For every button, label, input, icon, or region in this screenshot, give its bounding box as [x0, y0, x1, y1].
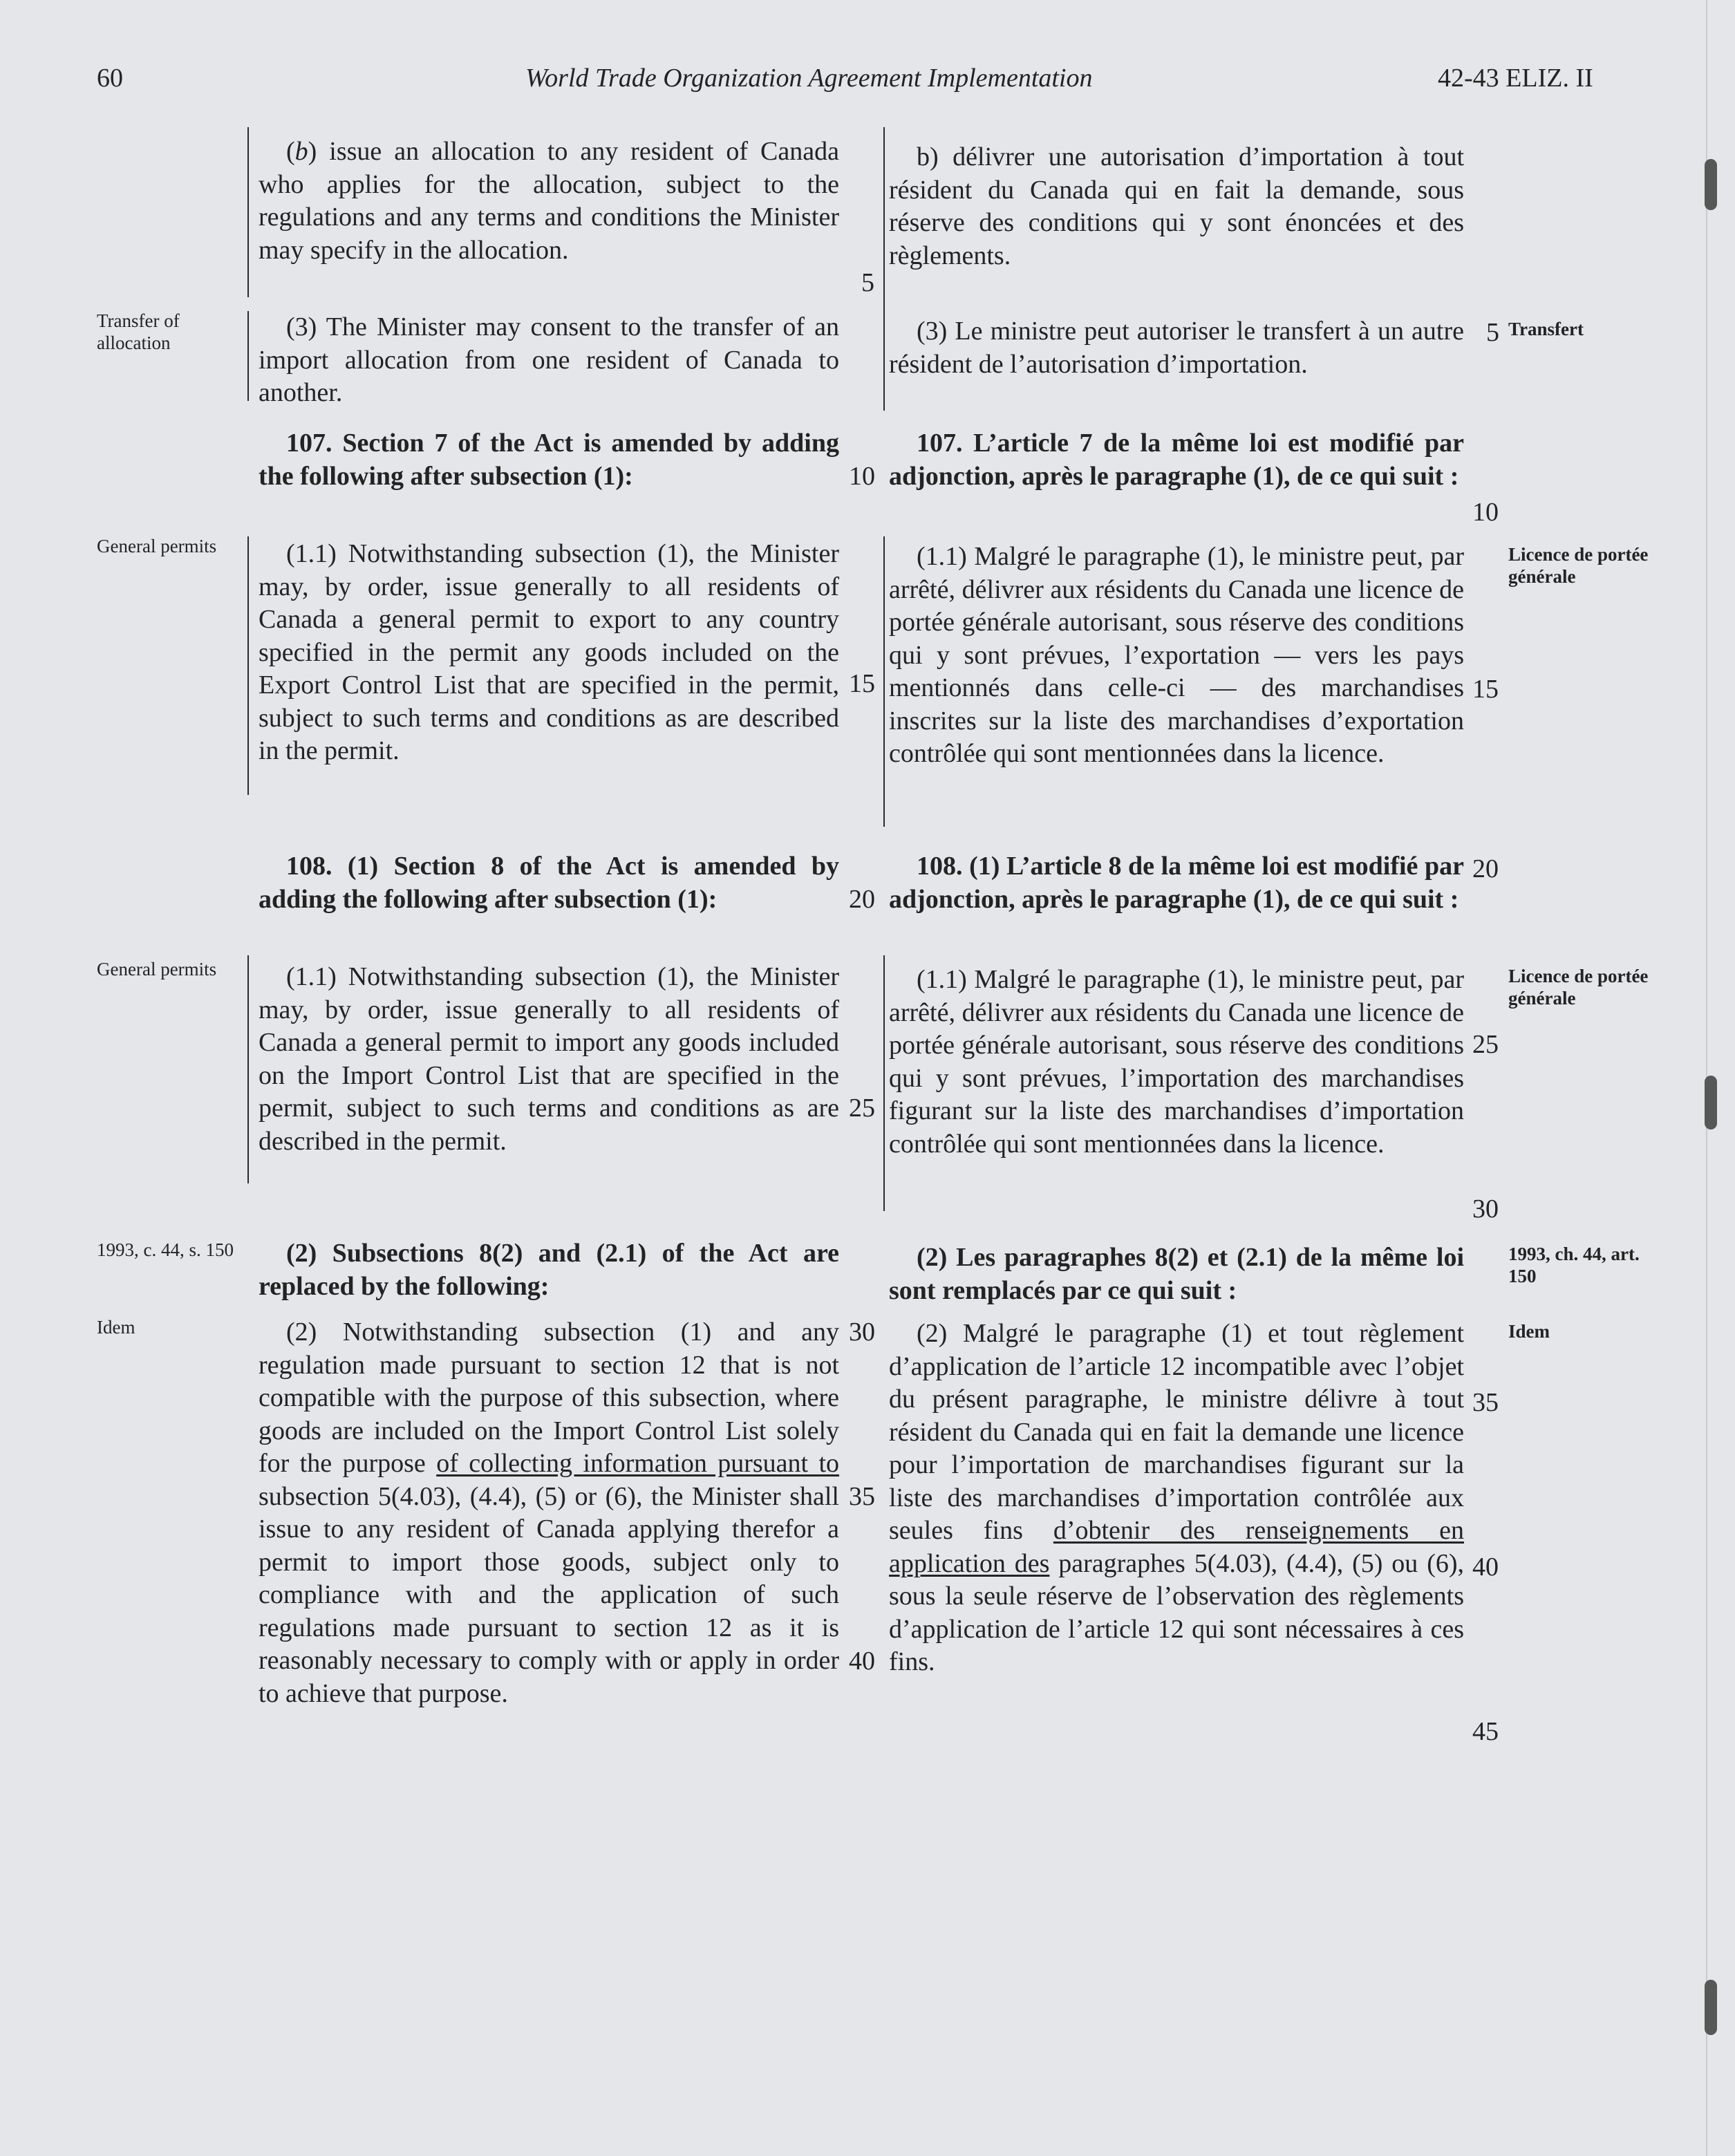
center-text-rule — [883, 536, 885, 827]
line-number-en: 5 — [861, 268, 874, 297]
marginal-note-en: Idem — [97, 1317, 135, 1338]
en-general-permit-export: (1.1) Notwithstanding subsection (1), the Minister may, by order, issue generally to all residents of Canada a general permit to export to any country specified in the permit any goods included on the Export Control List that are specified in the permit, subject to such terms and conditions as are described in the permit. — [259, 539, 839, 765]
line-number-fr: 5 — [1486, 318, 1499, 347]
binder-clip-icon — [1705, 159, 1717, 210]
marginal-note-fr: Transfert — [1508, 319, 1584, 339]
fr-subsection-2-heading: (2) Les paragraphes 8(2) et (2.1) de la même loi sont remplacés par ce qui suit : — [889, 1243, 1464, 1305]
en-subsection-3: (3) The Minister may consent to the transfer of an import allocation from one resident of Canada to another. — [259, 312, 839, 407]
line-number-fr: 20 — [1472, 854, 1499, 883]
line-number-fr: 40 — [1472, 1553, 1499, 1582]
fr-section-107-heading: 107. L’article 7 de la même loi est modifié par adjonction, après le paragraphe (1), de ce qui suit : — [889, 429, 1464, 491]
line-number-fr: 10 — [1472, 498, 1499, 527]
en-section-107-heading: 107. Section 7 of the Act is amended by adding the following after subsection (1): — [259, 429, 839, 491]
marginal-note-en: Transfer of allocation — [97, 310, 180, 353]
binder-clip-icon — [1705, 1076, 1717, 1129]
marginal-note-en: General permits — [97, 959, 217, 979]
fr-subsection-3: (3) Le ministre peut autoriser le transfert à un autre résident de l’autorisation d’importation. — [889, 317, 1464, 379]
line-number-fr: 25 — [1472, 1030, 1499, 1059]
marginal-note-fr: Licence de portée générale — [1508, 544, 1649, 587]
line-number-fr: 45 — [1472, 1717, 1499, 1746]
marginal-note-en: General permits — [97, 536, 217, 556]
binder-clip-icon — [1705, 1980, 1717, 2035]
center-text-rule — [883, 955, 885, 1211]
left-text-rule — [247, 536, 249, 795]
amended-text-underline: of collecting information pursuant to — [436, 1449, 840, 1478]
regnal-year: 42-43 ELIZ. II — [1438, 64, 1593, 93]
fr-general-permit-import: (1.1) Malgré le paragraphe (1), le ministre peut, par arrêté, délivrer aux résidents du Canada une licence de portée générale autorisant, sous réserve des conditions qui y sont prévues, l’importation des marchandises figurant sur la liste des marchandises d’importation contrôlée qui sont mentionnées dans la licence. — [889, 965, 1464, 1159]
fr-general-permit-export: (1.1) Malgré le paragraphe (1), le ministre peut, par arrêté, délivrer aux résidents du Canada une licence de portée générale autorisant, sous réserve des conditions qui y sont prévues, l’exportation — vers les pays mentionnés dans celle-ci — des marchandises inscrites sur la liste des marchandises d’exportation contrôlée qui sont mentionnées dans la licence. — [889, 542, 1464, 768]
line-number-en: 30 — [849, 1318, 875, 1347]
marginal-note-fr: Idem — [1508, 1321, 1550, 1342]
amended-text-underline: d’obtenir des renseignements en application des — [889, 1516, 1464, 1578]
line-number-en: 25 — [849, 1094, 875, 1123]
page-number: 60 — [97, 64, 123, 93]
line-number-en: 20 — [849, 885, 875, 914]
en-general-permit-import: (1.1) Notwithstanding subsection (1), the Minister may, by order, issue generally to all residents of Canada a general permit to import any goods included on the Import Control List that are specified in the permit, subject to such terms and conditions as are described in the permit. — [259, 962, 839, 1156]
left-text-rule — [247, 127, 249, 297]
en-idem-subsection: (2) Notwithstanding subsection (1) and any regulation made pursuant to section 12 that is not compatible with the purpose of this subsection, where goods are included on the Import Control List solely for the purpose of collecting information pursuant to subsection 5(4.03), (4.4), (5) or (6), the Minister shall issue to any resident of Canada applying therefor a permit to import those goods, subject only to compliance with and the application of such regulations made pursuant to section 12 as it is reasonably necessary to comply with or apply in order to achieve that purpose. — [259, 1318, 840, 1708]
line-number-en: 15 — [849, 669, 875, 698]
line-number-fr: 15 — [1472, 675, 1499, 704]
marginal-note-en: 1993, c. 44, s. 150 — [97, 1239, 234, 1260]
left-text-rule — [247, 955, 249, 1183]
marginal-note-fr: 1993, ch. 44, art. 150 — [1508, 1244, 1640, 1286]
line-number-fr: 30 — [1472, 1194, 1499, 1224]
line-number-fr: 35 — [1472, 1388, 1499, 1417]
fr-paragraph-b: b) délivrer une autorisation d’importation à tout résident du Canada qui en fait la demande, sous réserve des conditions qui y sont énoncées et des règlements. — [889, 142, 1464, 270]
running-title: World Trade Organization Agreement Implementation — [525, 64, 1093, 93]
left-text-rule — [247, 311, 249, 401]
en-subsection-2-heading: (2) Subsections 8(2) and (2.1) of the Act are replaced by the following: — [259, 1239, 839, 1301]
line-number-en: 10 — [849, 462, 875, 491]
fr-idem-subsection: (2) Malgré le paragraphe (1) et tout règlement d’application de l’article 12 incompatible avec l’objet du présent paragraphe, le ministre délivre à tout résident du Canada qui en fait la demande une licence pour l’importation de marchandises figurant sur la liste des marchandises d’importation contrôlée aux seules fins d’obtenir des renseignements en application des paragraphes 5(4.03), (4.4), (5) ou (6), sous la seule réserve de l’observation des règlements d’application de l’article 12 qui sont nécessaires à ces fins. — [889, 1319, 1465, 1676]
line-number-en: 35 — [849, 1482, 875, 1511]
center-text-rule — [883, 127, 885, 411]
marginal-note-fr: Licence de portée générale — [1508, 966, 1649, 1009]
en-section-108-heading: 108. (1) Section 8 of the Act is amended by adding the following after subsection (1): — [259, 852, 839, 914]
en-paragraph-b: (b) issue an allocation to any resident of Canada who applies for the allocation, subject to the regulations and any terms and conditions the Minister may specify in the allocation. — [259, 137, 839, 265]
line-number-en: 40 — [849, 1647, 875, 1676]
fr-section-108-heading: 108. (1) L’article 8 de la même loi est modifié par adjonction, après le paragraphe (1), de ce qui suit : — [889, 852, 1464, 914]
